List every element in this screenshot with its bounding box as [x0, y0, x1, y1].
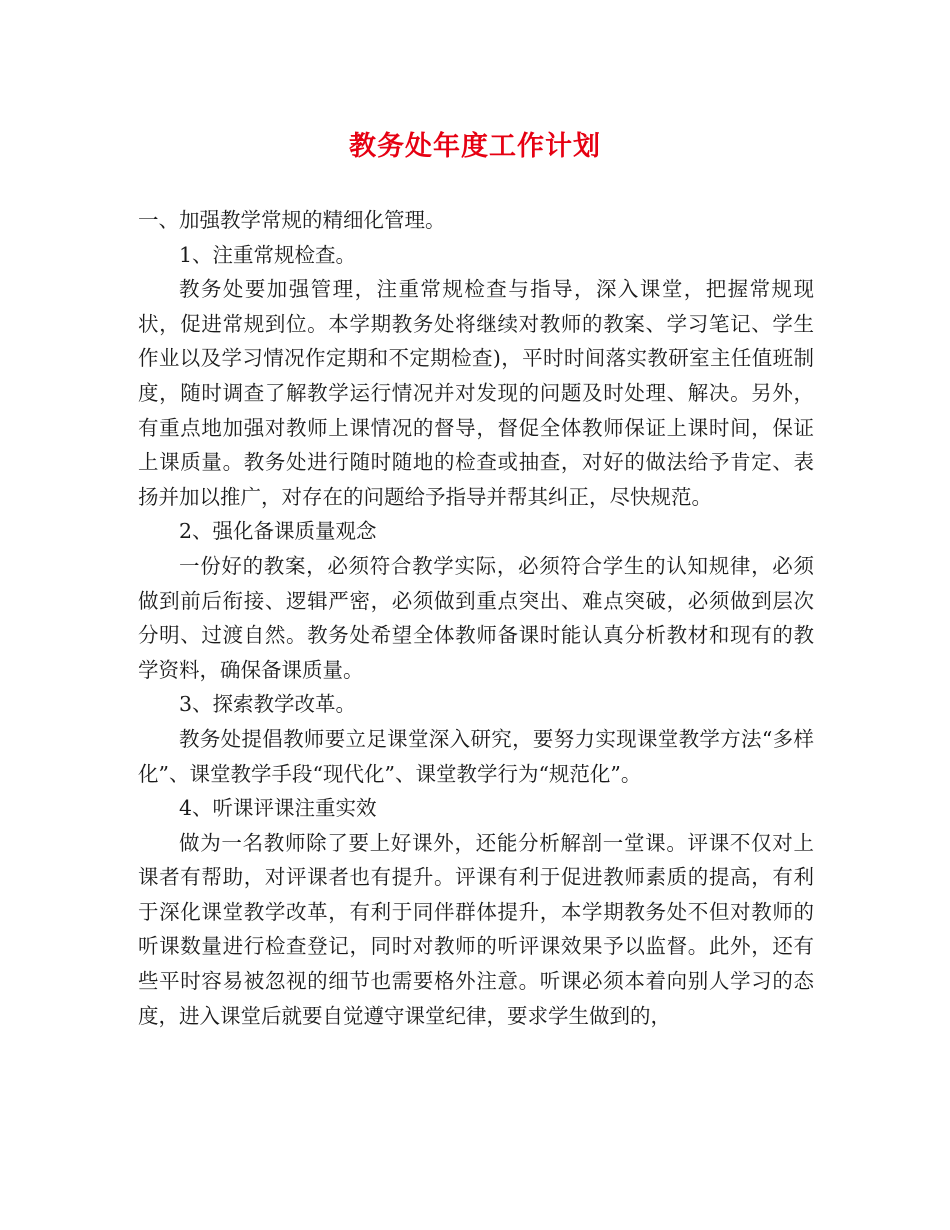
document-title: 教务处年度工作计划 [349, 131, 601, 162]
document-body [138, 203, 814, 1033]
paragraph-3: 教务处提倡教师要立足课堂深入研究，要努力实现课堂教学方法“多样化”、课堂教学手段“现代化”、课堂教学行为“规范化”。 [138, 726, 814, 786]
subsection-heading-1: 1、注重常规检查。 [179, 242, 357, 267]
subsection-heading-4: 4、听课评课注重实效 [179, 796, 377, 821]
section-heading: 一、加强教学常规的精细化管理。 [138, 208, 446, 232]
subsection-heading-2: 2、强化备课质量观念 [179, 519, 377, 544]
paragraph-4: 做为一名教师除了要上好课外，还能分析解剖一堂课。评课不仅对上课者有帮助，对评课者也有提升。评课有利于促进教师素质的提高，有利于深化课堂教学改革，有利于同伴群体提升，本学期教务处不但对教师的听课数量进行检查登记，同时对教师的听评课效果予以监督。此外，还有些平时容易被忽视的细节也需要格外注意。听课必须本着向别人学习的态度，进入课堂后就要自觉遵守课堂纪律，要求学生做到的， [138, 830, 814, 1028]
paragraph-1: 教务处要加强管理，注重常规检查与指导，深入课堂，把握常规现状，促进常规到位。本学期教务处将继续对教师的教案、学习笔记、学生作业以及学习情况作定期和不定期检查)，平时时间落实教研室主任值班制度，随时调查了解教学运行情况并对发现的问题及时处理、解决。另外，有重点地加强对教师上课情况的督导，督促全体教师保证上课时间，保证上课质量。教务处进行随时随地的检查或抽查，对好的做法给予肯定、表扬并加以推广，对存在的问题给予指导并帮其纠正，尽快规范。 [138, 277, 814, 509]
subsection-heading-3: 3、探索教学改革。 [179, 692, 357, 717]
paragraph-2: 一份好的教案，必须符合教学实际，必须符合学生的认知规律，必须做到前后衔接、逻辑严密，必须做到重点突出、难点突破，必须做到层次分明、过渡自然。教务处希望全体教师备课时能认真分析教材和现有的教学资料，确保备课质量。 [138, 553, 814, 682]
